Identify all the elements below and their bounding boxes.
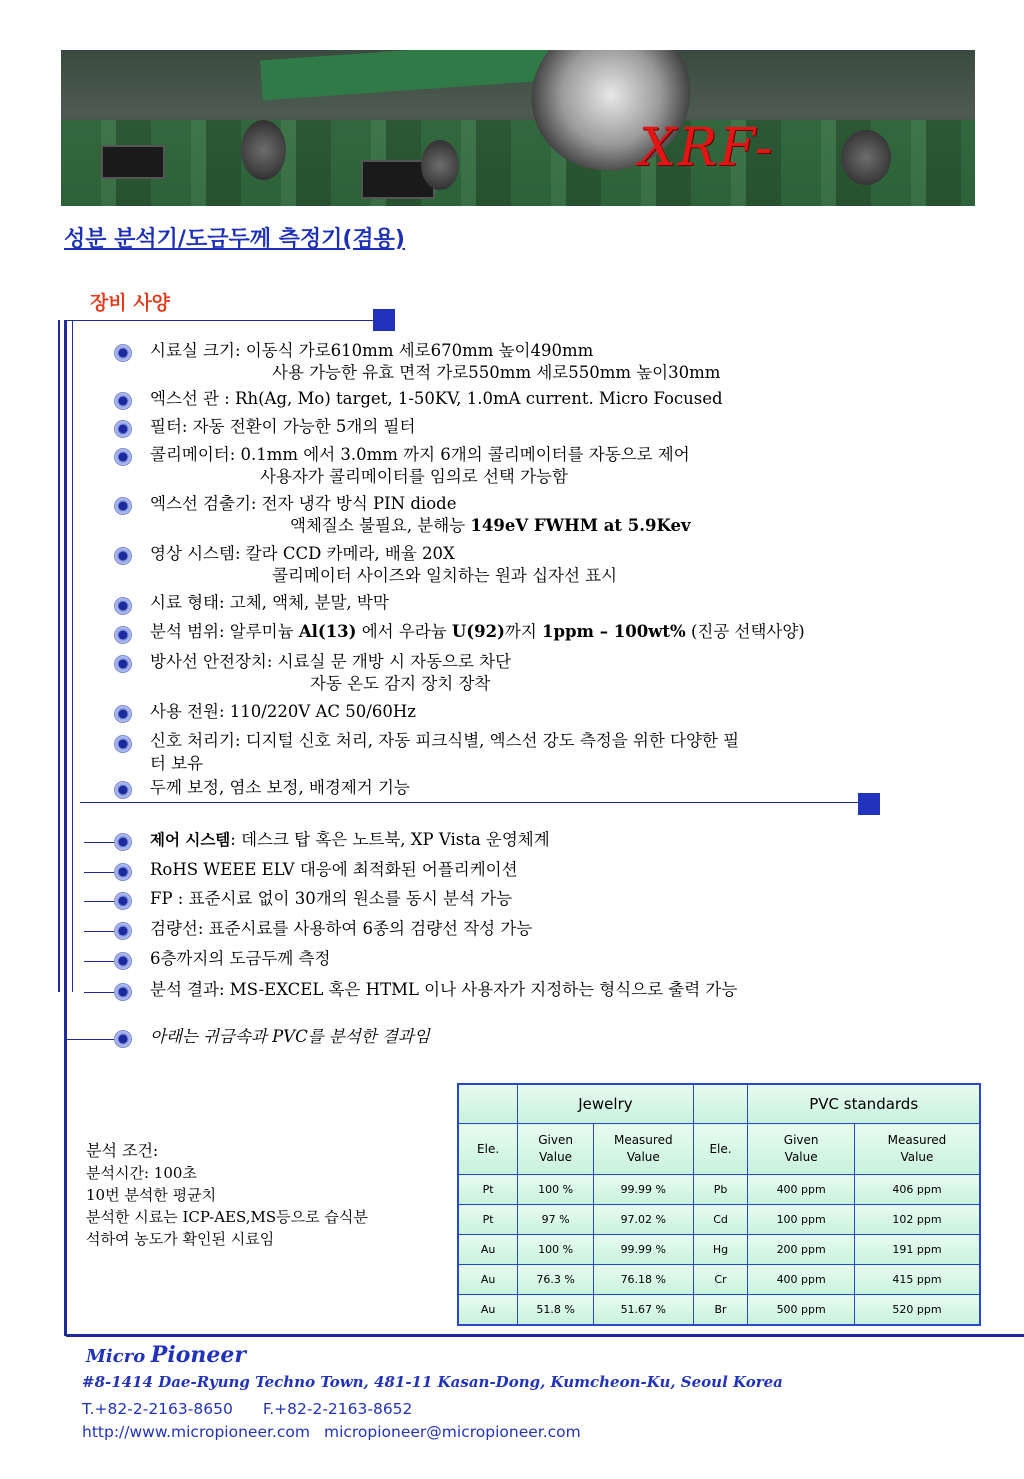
table-cell: Hg (693, 1235, 748, 1265)
frame-left-line-thick (64, 320, 67, 1336)
software-item: FP : 표준시료 없이 30개의 원소를 동시 분석 가능 (150, 889, 513, 908)
banner-capacitor (841, 130, 891, 185)
table-cell: 191 ppm (854, 1235, 980, 1265)
connector-line (84, 842, 114, 843)
bullet-icon (114, 983, 132, 1001)
spec-sample-size-detail: 사용 가능한 유효 면적 가로550mm 세로550mm 높이30mm (272, 363, 721, 382)
contact-web-email (82, 1423, 581, 1441)
frame-left-line-inner (72, 320, 73, 992)
software-item: 분석 결과: MS-EXCEL 혹은 HTML 이나 사용자가 지정하는 형식으로 출력 가능 (150, 980, 738, 999)
connector-line (84, 872, 114, 873)
table-row (458, 1265, 980, 1295)
table-col-measured: Measured Value (593, 1124, 693, 1175)
spec-detector-detail: 액체질소 불필요, 분해능 149eV FWHM at 5.9Kev (290, 516, 691, 535)
table-cell: 76.18 % (593, 1265, 693, 1295)
table-col-given: Given Value (518, 1124, 594, 1175)
spec-power: 사용 전원: 110/220V AC 50/60Hz (150, 702, 416, 721)
table-row (458, 1235, 980, 1265)
bullet-icon (114, 781, 132, 799)
bullet-icon (114, 626, 132, 644)
conditions-line: 석하여 농도가 확인된 시료임 (86, 1230, 275, 1248)
spec-correction: 두께 보정, 염소 보정, 배경제거 기능 (150, 778, 410, 797)
section-title: 장비 사양 (90, 292, 171, 314)
spec-collimator-detail: 사용자가 콜리메이터를 임의로 선택 가능함 (260, 467, 568, 486)
bullet-icon (114, 833, 132, 851)
results-table (457, 1083, 981, 1326)
banner-brand: XRF- (639, 118, 775, 178)
spec-radiation-safety-detail: 자동 온도 감지 장치 장착 (310, 674, 491, 693)
table-col-ele: Ele. (693, 1124, 748, 1175)
section-marker-square (373, 309, 395, 331)
table-col-ele: Ele. (458, 1124, 518, 1175)
table-cell: 400 ppm (748, 1175, 855, 1205)
spec-filter: 필터: 자동 전환이 가능한 5개의 필터 (150, 417, 416, 436)
bullet-icon (114, 952, 132, 970)
table-row (458, 1295, 980, 1326)
table-cell: 97 % (518, 1205, 594, 1235)
spec-collimator: 콜리메이터: 0.1mm 에서 3.0mm 까지 6개의 콜리메이터를 자동으로 제어 (150, 445, 690, 464)
table-cell: Au (458, 1295, 518, 1326)
spec-xray-tube: 엑스선 관 : Rh(Ag, Mo) target, 1-50KV, 1.0mA current. Micro Focused (150, 389, 723, 408)
table-cell: 51.67 % (593, 1295, 693, 1326)
banner-pcb (260, 50, 562, 100)
connector-line (84, 992, 114, 993)
conditions-line: 분석한 시료는 ICP-AES,MS등으로 습식분 (86, 1208, 368, 1226)
banner-capacitor (241, 120, 286, 180)
banner-circuit-board (61, 120, 975, 206)
table-group-pvc: PVC standards (748, 1084, 980, 1124)
bullet-icon (114, 705, 132, 723)
table-cell: 500 ppm (748, 1295, 855, 1326)
software-item: 검량선: 표준시료를 사용하여 6종의 검량선 작성 가능 (150, 919, 533, 938)
spec-imaging: 영상 시스템: 칼라 CCD 카메라, 배율 20X (150, 544, 455, 563)
table-cell: 97.02 % (593, 1205, 693, 1235)
bullet-icon (114, 547, 132, 565)
conditions-line: 분석시간: 100초 (86, 1164, 197, 1182)
table-cell: 406 ppm (854, 1175, 980, 1205)
table-cell: Cr (693, 1265, 748, 1295)
table-cell: Br (693, 1295, 748, 1326)
table-cell: Au (458, 1235, 518, 1265)
banner-chip (101, 145, 165, 179)
analysis-conditions (86, 1140, 368, 1250)
table-col-measured: Measured Value (854, 1124, 980, 1175)
software-item: RoHS WEEE ELV 대응에 최적화된 어플리케이션 (150, 860, 518, 879)
results-note: 아래는 귀금속과 PVC를 분석한 결과임 (150, 1027, 430, 1046)
spec-sample-size: 시료실 크기: 이동식 가로610mm 세로670mm 높이490mm (150, 341, 594, 360)
table-row (458, 1205, 980, 1235)
spec-radiation-safety: 방사선 안전장치: 시료실 문 개방 시 자동으로 차단 (150, 652, 512, 671)
phone: T.+82-2-2163-8650 (82, 1400, 233, 1418)
table-cell: 200 ppm (748, 1235, 855, 1265)
connector-line (84, 931, 114, 932)
connector-line (84, 961, 114, 962)
section-top-line (66, 320, 376, 321)
company-address: #8-1414 Dae-Ryung Techno Town, 481-11 Kasan-Dong, Kumcheon-Ku, Seoul Korea (82, 1373, 783, 1391)
email-link[interactable]: micropioneer@micropioneer.com (323, 1423, 581, 1441)
bullet-icon (114, 655, 132, 673)
table-cell: 76.3 % (518, 1265, 594, 1295)
bullet-icon (114, 597, 132, 615)
company-name: Micro Pioneer (86, 1342, 246, 1368)
contact-phone-fax (82, 1400, 412, 1418)
bullet-icon (114, 922, 132, 940)
table-cell: Cd (693, 1205, 748, 1235)
conditions-line: 10번 분석한 평균치 (86, 1186, 217, 1204)
table-cell: 99.99 % (593, 1175, 693, 1205)
software-item: 6층까지의 도금두께 측정 (150, 949, 331, 968)
bullet-icon (114, 344, 132, 362)
table-cell: 51.8 % (518, 1295, 594, 1326)
bullet-icon (114, 497, 132, 515)
spec-sample-type: 시료 형태: 고체, 액체, 분말, 박막 (150, 593, 389, 612)
bullet-icon (114, 863, 132, 881)
connector-line (84, 901, 114, 902)
conditions-title: 분석 조건: (86, 1141, 159, 1160)
bullet-icon (114, 392, 132, 410)
section-divider-line (80, 802, 860, 803)
connector-line (66, 1039, 114, 1040)
table-cell: 100 % (518, 1175, 594, 1205)
table-header-empty (693, 1084, 748, 1124)
table-cell: 100 ppm (748, 1205, 855, 1235)
table-cell: 102 ppm (854, 1205, 980, 1235)
table-cell: 400 ppm (748, 1265, 855, 1295)
table-cell: 415 ppm (854, 1265, 980, 1295)
website-link[interactable]: http://www.micropioneer.com (82, 1423, 310, 1441)
spec-detector: 엑스선 검출기: 전자 냉각 방식 PIN diode (150, 494, 457, 513)
software-control-system: 제어 시스템: 데스크 탑 혹은 노트북, XP Vista 운영체계 (150, 830, 550, 849)
table-header-empty (458, 1084, 518, 1124)
spec-imaging-detail: 콜리메이터 사이즈와 일치하는 원과 십자선 표시 (272, 566, 618, 585)
bullet-icon (114, 892, 132, 910)
bullet-icon (114, 448, 132, 466)
spec-signal-processor-detail: 터 보유 (150, 754, 204, 773)
table-cell: Pb (693, 1175, 748, 1205)
frame-left-line (58, 320, 60, 992)
table-row (458, 1175, 980, 1205)
table-cell: 520 ppm (854, 1295, 980, 1326)
table-cell: Pt (458, 1205, 518, 1235)
table-cell: 100 % (518, 1235, 594, 1265)
table-cell: Au (458, 1265, 518, 1295)
spec-signal-processor: 신호 처리기: 디지털 신호 처리, 자동 피크식별, 엑스선 강도 측정을 위한 다양한 필 (150, 731, 740, 750)
section-marker-square (858, 793, 880, 815)
table-group-jewelry: Jewelry (518, 1084, 693, 1124)
spec-analysis-range: 분석 범위: 알루미늄 Al(13) 에서 우라늄 U(92)까지 1ppm – 100wt% (진공 선택사양) (150, 622, 805, 641)
header-banner (61, 50, 975, 206)
footer-line (66, 1334, 1024, 1337)
table-cell: 99.99 % (593, 1235, 693, 1265)
bullet-icon (114, 420, 132, 438)
bullet-icon (114, 1030, 132, 1048)
table-cell: Pt (458, 1175, 518, 1205)
bullet-icon (114, 735, 132, 753)
page-title: 성분 분석기/도금두께 측정기(겸용) (64, 227, 405, 252)
banner-capacitor (421, 140, 459, 190)
table-col-given: Given Value (748, 1124, 855, 1175)
fax: F.+82-2-2163-8652 (262, 1400, 413, 1418)
